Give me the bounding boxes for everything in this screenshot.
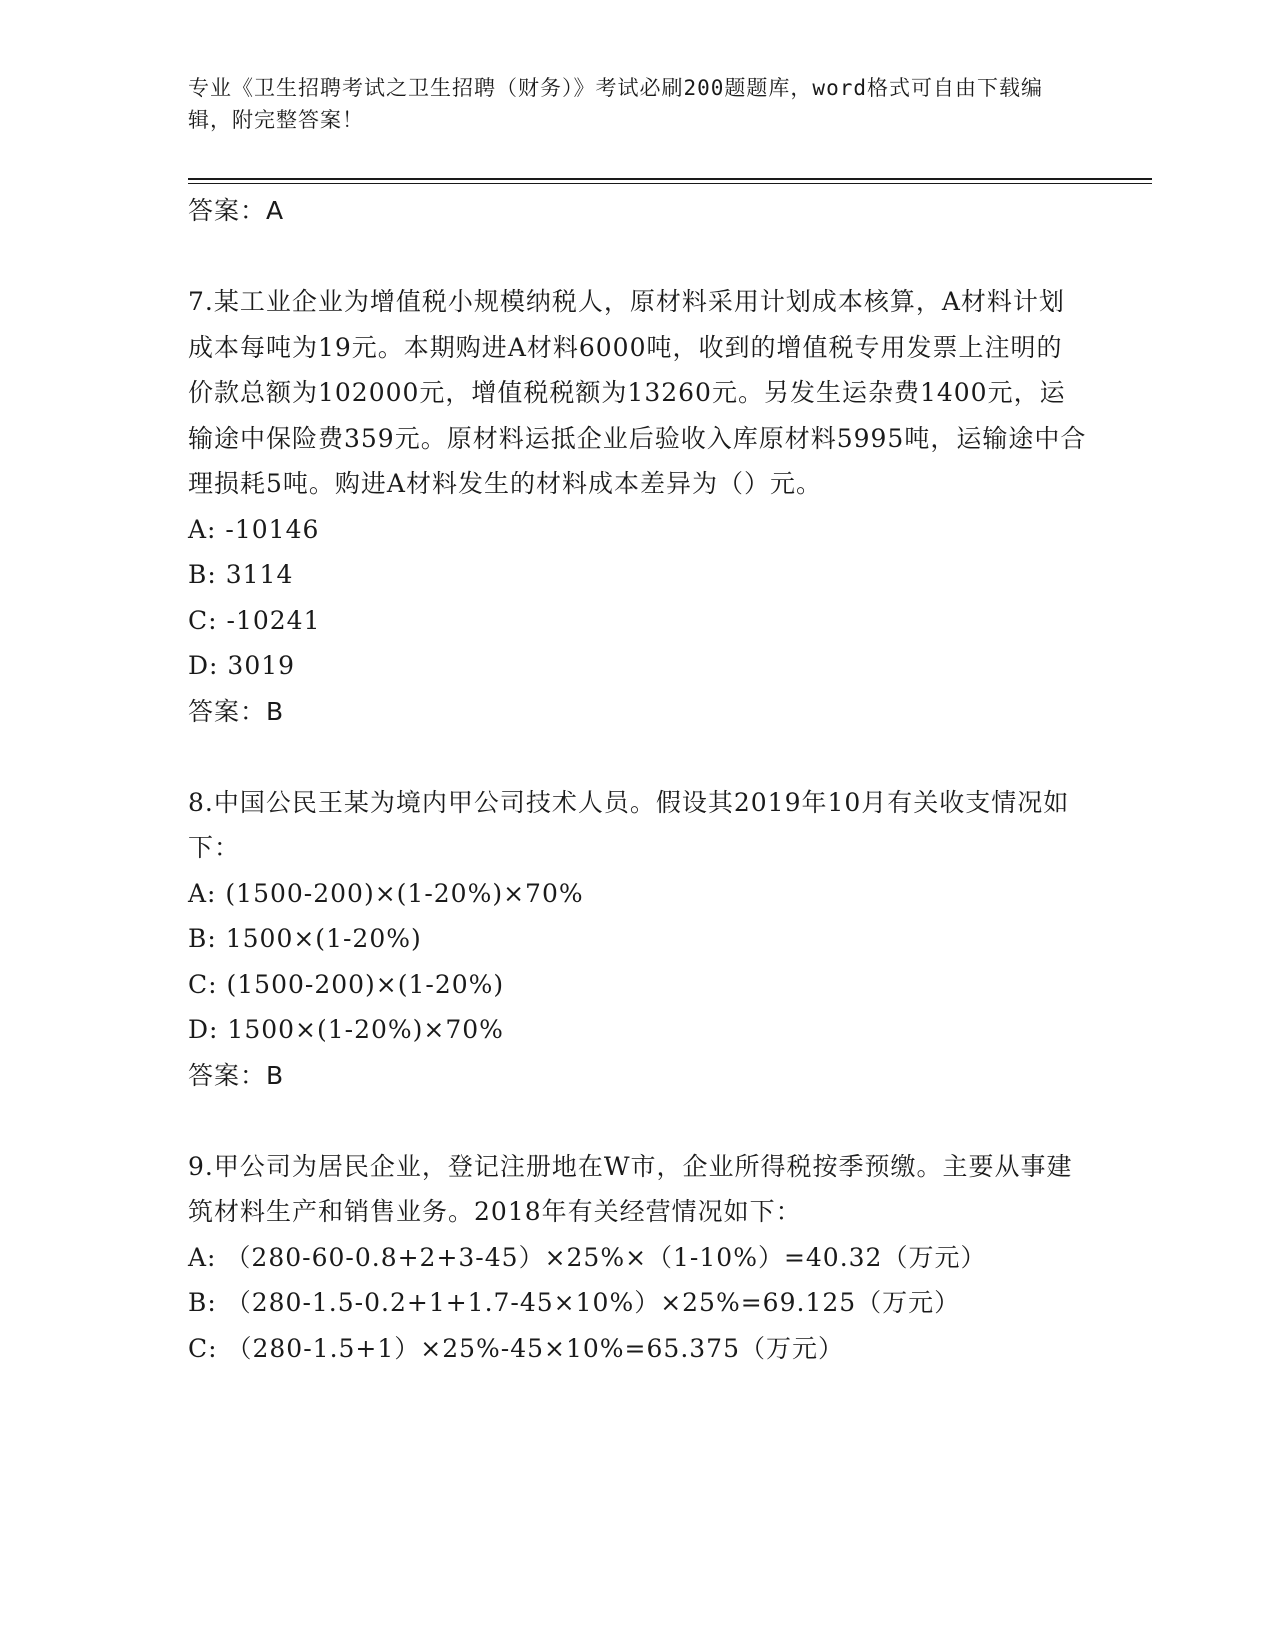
question-9-option-a: A: （280-60-0.8+2+3-45）×25%×（1-10%）=40.32（万元） [188,1242,987,1272]
question-9-stem: 9.甲公司为居民企业，登记注册地在W市，企业所得税按季预缴。主要从事建筑材料生产和销售业务。2018年有关经营情况如下： [188,1151,1073,1226]
header-divider-thin [188,183,1152,184]
question-8-stem: 8.中国公民王某为境内甲公司技术人员。假设其2019年10月有关收支情况如下： [188,787,1070,862]
question-7 [188,279,1088,734]
spacer [188,233,1088,279]
question-7-option-a: A: -10146 [188,514,320,544]
question-9-option-b: B: （280-1.5-0.2+1+1.7-45×10%）×25%=69.125（万元） [188,1288,961,1317]
spacer [188,734,1088,780]
question-7-stem: 7.某工业企业为增值税小规模纳税人，原材料采用计划成本核算，A材料计划成本每吨为19元。本期购进A材料6000吨，收到的增值税专用发票上注明的价款总额为102000元，增值税税额为13260元。另发生运杂费1400元，运输途中保险费359元。原材料运抵企业后验收入库原材料5995吨，运输途中合理损耗5吨。购进A材料发生的材料成本差异为（）元。 [188,287,1087,498]
question-9-option-c: C: （280-1.5+1）×25%-45×10%=65.375（万元） [188,1333,844,1363]
document-body [188,188,1088,1371]
question-8-answer: 答案：B [188,1060,285,1090]
question-7-option-b: B: 3114 [188,560,294,589]
page-header: 专业《卫生招聘考试之卫生招聘（财务）》考试必刷200题题库，word格式可自由下载编辑，附完整答案！ [188,76,1043,132]
question-8 [188,780,1088,1098]
question-8-option-b: B: 1500×(1-20%) [188,924,422,953]
question-8-option-c: C: (1500-200)×(1-20%) [188,969,505,999]
question-8-option-d: D: 1500×(1-20%)×70% [188,1015,504,1044]
spacer [188,1098,1088,1144]
question-9 [188,1144,1088,1372]
question-7-option-d: D: 3019 [188,651,296,680]
question-7-answer: 答案：B [188,696,285,726]
header-divider-thick [188,178,1152,180]
question-7-option-c: C: -10241 [188,605,321,635]
question-8-option-a: A: (1500-200)×(1-20%)×70% [188,878,584,908]
answer-previous: 答案：A [188,196,285,225]
